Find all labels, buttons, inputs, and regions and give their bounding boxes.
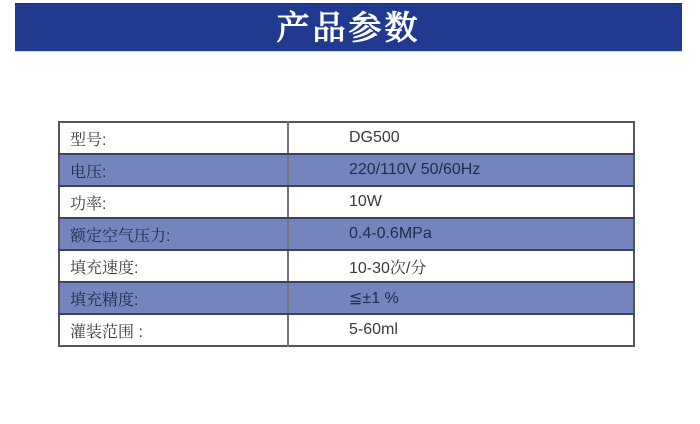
spec-table: [58, 121, 635, 347]
param-label: 功率:: [59, 186, 288, 218]
table-row: [59, 122, 634, 154]
param-value: 220/110V 50/60Hz: [288, 154, 634, 186]
param-label: 型号:: [59, 122, 288, 154]
param-value: 0.4-0.6MPa: [288, 218, 634, 250]
param-label: 额定空气压力:: [59, 218, 288, 250]
param-value: DG500: [288, 122, 634, 154]
table-row: [59, 154, 634, 186]
param-value: 5-60ml: [349, 321, 398, 338]
param-label: 电压:: [59, 154, 288, 186]
param-label: 灌装范围 :: [59, 314, 288, 346]
table-row: [59, 218, 634, 250]
table-row: [59, 186, 634, 218]
param-value: 10W: [288, 186, 634, 218]
table-row: [59, 250, 634, 282]
table-row: [59, 314, 634, 346]
param-label: 填充精度:: [59, 282, 288, 314]
page-title: 产品参数: [276, 9, 421, 46]
param-value: 10-30次/分: [288, 250, 634, 282]
param-label: 填充速度:: [59, 250, 288, 282]
header-banner: [15, 3, 682, 52]
param-value: ≦±1 %: [288, 282, 634, 314]
table-row: [59, 282, 634, 314]
